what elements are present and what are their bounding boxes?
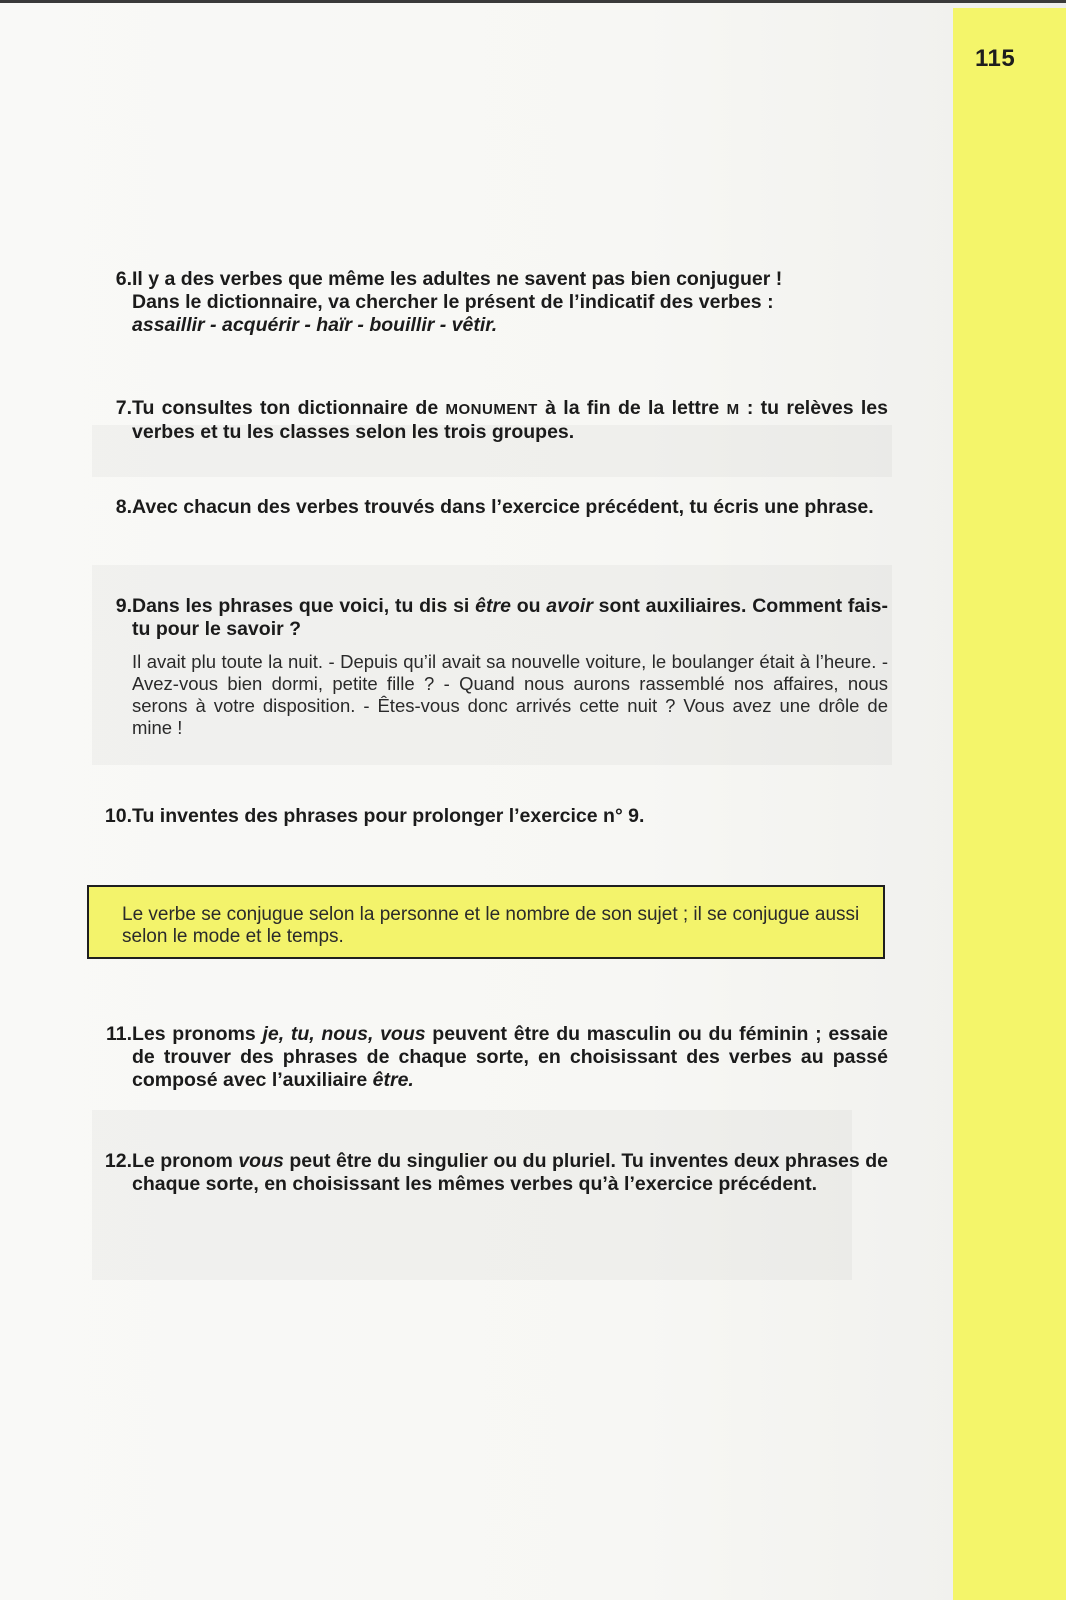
page-top-edge: [0, 0, 1066, 3]
exercise-number: 11.: [105, 1023, 132, 1045]
exercise-number: 8.: [115, 496, 132, 518]
exercise-6-verb-list: assaillir - acquérir - haïr - bouillir - vêtir.: [132, 314, 498, 336]
exercise-text: [132, 595, 888, 739]
yellow-side-band: [953, 8, 1066, 1600]
exercise-text: [132, 1023, 888, 1092]
exercise-9-text-a: Dans les phrases que voici, tu dis si: [132, 595, 476, 617]
exercise-9: [88, 595, 888, 739]
exercise-7-text-b: à la fin de la lettre: [537, 397, 727, 419]
exercise-number: 12.: [104, 1150, 132, 1172]
exercise-9-word-etre: être: [475, 595, 511, 617]
exercise-8-text: Avec chacun des verbes trouvés dans l’exercice précédent, tu écris une phrase.: [132, 496, 874, 518]
exercise-9-text-b: ou: [510, 595, 547, 617]
exercise-7-text-c: : tu relèves les verbes et tu les classes selon les trois groupes.: [132, 397, 888, 443]
exercise-text: [132, 268, 888, 337]
exercise-9-text-c: sont auxiliaires. Comment fais-tu pour le savoir ?: [132, 595, 888, 640]
exercise-9-word-avoir: avoir: [546, 595, 593, 617]
page-number: 115: [975, 45, 1016, 72]
exercise-number: 7.: [115, 397, 132, 419]
exercise-number: 9.: [115, 595, 132, 617]
exercise-7: [88, 397, 888, 444]
exercise-10: [88, 805, 888, 828]
exercise-7-text-a: Tu consultes ton dictionnaire de: [132, 397, 446, 419]
exercise-6-line-2: Dans le dictionnaire, va chercher le présent de l’indicatif des verbes :: [132, 291, 774, 313]
exercise-number: 6.: [115, 268, 132, 290]
grammar-rule-box: [87, 885, 885, 959]
exercise-12-text-b: peut être du singulier ou du pluriel. Tu inventes deux phrases de chaque sorte, en choisissant les mêmes verbes qu’à l’exercice précédent.: [132, 1150, 888, 1195]
exercise-text: [132, 1150, 888, 1196]
grammar-rule-text: Le verbe se conjugue selon la personne et le nombre de son sujet ; il se conjugue aussi selon le mode et le temps.: [122, 904, 860, 947]
exercise-7-small-caps-word: MONUMENT: [445, 401, 538, 418]
exercise-12-pronoun: vous: [238, 1150, 284, 1172]
exercise-text: [132, 805, 888, 828]
exercise-number: 10.: [104, 805, 132, 827]
exercise-12-text-a: Le pronom: [132, 1150, 239, 1172]
exercise-10-text: Tu inventes des phrases pour prolonger l’exercice n° 9.: [132, 805, 645, 827]
exercise-text: [132, 496, 888, 519]
exercise-text: [132, 397, 888, 444]
exercise-9-sentences: Il avait plu toute la nuit. - Depuis qu’il avait sa nouvelle voiture, le boulanger était à l’heure. - Avez-vous bien dormi, petite fille ? - Quand nous aurons rassemblé nos affaires, nous serons à votre disposition. - Êtes-vous donc arrivés cette nuit ? Vous avez une drôle de mine !: [132, 651, 888, 738]
exercise-6-line-1: Il y a des verbes que même les adultes ne savent pas bien conjuguer !: [132, 268, 783, 290]
exercise-11-text-a: Les pronoms: [132, 1023, 263, 1045]
exercise-7-small-caps-letter: M: [726, 401, 740, 418]
exercise-11-text-b: peuvent être du masculin ou du féminin ; essaie de trouver des phrases de chaque sorte, en choisissant des verbes au passé composé avec l’auxiliaire: [132, 1023, 888, 1091]
exercise-8: [88, 496, 888, 519]
exercise-11-auxiliary: être.: [372, 1069, 414, 1091]
exercise-11-pronouns: je, tu, nous, vous: [262, 1023, 426, 1045]
exercise-12: [88, 1150, 888, 1196]
exercise-6: [88, 268, 888, 337]
exercise-11: [88, 1023, 888, 1092]
